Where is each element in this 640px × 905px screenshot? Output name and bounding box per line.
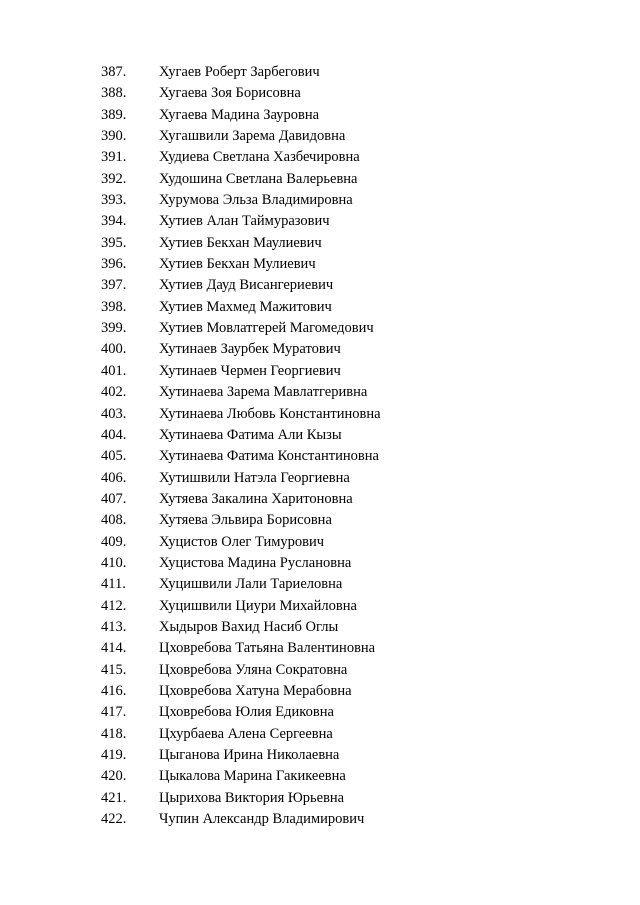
entry-name: Хутинаев Заурбек Муратович — [159, 341, 341, 358]
list-item — [0, 510, 640, 531]
entry-name: Хутиев Бекхан Маулиевич — [159, 234, 322, 251]
entry-number: 411. — [101, 576, 126, 593]
list-item — [0, 745, 640, 766]
entry-name: Хугашвили Зарема Давидовна — [159, 128, 346, 145]
list-item — [0, 83, 640, 104]
entry-name: Хутиев Бекхан Мулиевич — [159, 256, 316, 273]
entry-number: 419. — [101, 747, 127, 763]
entry-name: Хуцистов Олег Тимурович — [159, 533, 325, 550]
list-item — [0, 233, 640, 254]
entry-name: Хутиев Махмед Мажитович — [159, 298, 332, 315]
entry-name: Хутинаева Любовь Константиновна — [159, 405, 381, 422]
list-item — [0, 681, 640, 702]
entry-name: Хутинаев Чермен Георгиевич — [159, 362, 341, 379]
entry-name: Хугаева Зоя Борисовна — [159, 85, 301, 102]
entry-name: Цховребова Юлия Едиковна — [159, 704, 334, 721]
entry-number: 393. — [101, 192, 127, 209]
list-item — [0, 574, 640, 595]
list-item — [0, 660, 640, 681]
entry-name: Чупин Александр Владимирович — [159, 811, 365, 828]
entry-number: 414. — [101, 640, 127, 657]
entry-name: Цыкалова Марина Гакикеевна — [159, 768, 346, 785]
entry-number: 397. — [101, 277, 127, 294]
entry-number: 398. — [101, 298, 127, 315]
list-item — [0, 105, 640, 126]
list-item — [0, 275, 640, 296]
list-item — [0, 446, 640, 467]
entry-number: 404. — [101, 426, 127, 443]
entry-number: 395. — [101, 234, 127, 251]
entry-name: Хугаева Мадина Зауровна — [159, 106, 320, 123]
entry-number: 422. — [101, 811, 127, 828]
list-item — [0, 425, 640, 446]
list-item — [0, 318, 640, 339]
entry-number: 416. — [101, 682, 127, 699]
entry-name: Хугаев Роберт Зарбегович — [159, 64, 320, 80]
list-item — [0, 553, 640, 574]
list-item — [0, 190, 640, 211]
list-item — [0, 766, 640, 787]
entry-number: 418. — [101, 725, 127, 742]
entry-number: 401. — [101, 362, 127, 379]
list-item — [0, 468, 640, 489]
entry-name: Хутишвили Натэла Георгиевна — [159, 469, 350, 486]
entry-name: Цхурбаева Алена Сергеевна — [159, 725, 333, 742]
entry-number: 399. — [101, 320, 127, 337]
entry-name: Цыганова Ирина Николаевна — [159, 747, 340, 763]
list-item — [0, 62, 640, 83]
entry-number: 410. — [101, 554, 127, 571]
entry-name: Хутиев Алан Таймуразович — [159, 213, 330, 230]
entry-name: Хутинаева Фатима Али Кызы — [159, 426, 342, 443]
entry-number: 413. — [101, 618, 127, 635]
entry-name: Худошина Светлана Валерьевна — [159, 170, 358, 187]
entry-number: 400. — [101, 341, 127, 358]
entry-number: 389. — [101, 106, 127, 123]
entry-number: 415. — [101, 661, 127, 678]
entry-name: Хуцишвили Лали Тариеловна — [159, 576, 343, 593]
entry-number: 396. — [101, 256, 127, 273]
entry-number: 421. — [101, 789, 127, 806]
entry-number: 402. — [101, 384, 127, 401]
list-item — [0, 297, 640, 318]
list-item — [0, 382, 640, 403]
list-item — [0, 489, 640, 510]
list-item — [0, 724, 640, 745]
entry-number: 403. — [101, 405, 127, 422]
entry-number: 394. — [101, 213, 127, 230]
entry-number: 420. — [101, 768, 127, 785]
list-item — [0, 147, 640, 168]
list-item — [0, 638, 640, 659]
entry-name: Хуцишвили Циури Михайловна — [159, 597, 357, 614]
entry-number: 388. — [101, 85, 127, 102]
entry-number: 409. — [101, 533, 127, 550]
entry-number: 390. — [101, 128, 127, 145]
entry-number: 407. — [101, 490, 127, 507]
entry-number: 408. — [101, 512, 127, 529]
list-item — [0, 788, 640, 809]
entry-number: 405. — [101, 448, 127, 465]
entry-name: Цховребова Уляна Сократовна — [159, 661, 348, 678]
entry-name: Хуцистова Мадина Руслановна — [159, 554, 352, 571]
entry-number: 417. — [101, 704, 127, 721]
entry-number: 406. — [101, 469, 127, 486]
entry-name: Хутинаева Зарема Мавлатгеривна — [159, 384, 368, 401]
list-item — [0, 404, 640, 425]
entry-name: Хутиев Мовлатгерей Магомедович — [159, 320, 374, 337]
list-item — [0, 596, 640, 617]
entry-name: Хутинаева Фатима Константиновна — [159, 448, 379, 465]
list-item — [0, 809, 640, 830]
list-item — [0, 702, 640, 723]
list-item — [0, 211, 640, 232]
entry-name: Хутяева Закалина Харитоновна — [159, 490, 353, 507]
entry-number: 412. — [101, 597, 127, 614]
list-item — [0, 361, 640, 382]
entry-name: Хурумова Эльза Владимировна — [159, 192, 353, 209]
entry-name: Хыдыров Вахид Насиб Оглы — [159, 618, 339, 635]
entry-number: 392. — [101, 170, 127, 187]
entry-number: 387. — [101, 64, 127, 80]
name-list — [0, 62, 640, 830]
list-item — [0, 339, 640, 360]
entry-name: Хутяева Эльвира Борисовна — [159, 512, 332, 529]
list-item — [0, 617, 640, 638]
entry-name: Цховребова Татьяна Валентиновна — [159, 640, 376, 657]
list-item — [0, 169, 640, 190]
entry-name: Худиева Светлана Хазбечировна — [159, 149, 360, 166]
list-item — [0, 532, 640, 553]
entry-number: 391. — [101, 149, 127, 166]
list-item — [0, 254, 640, 275]
list-item — [0, 126, 640, 147]
entry-name: Цырихова Виктория Юрьевна — [159, 789, 345, 806]
entry-name: Цховребова Хатуна Мерабовна — [159, 682, 352, 699]
entry-name: Хутиев Дауд Висангериевич — [159, 277, 334, 294]
